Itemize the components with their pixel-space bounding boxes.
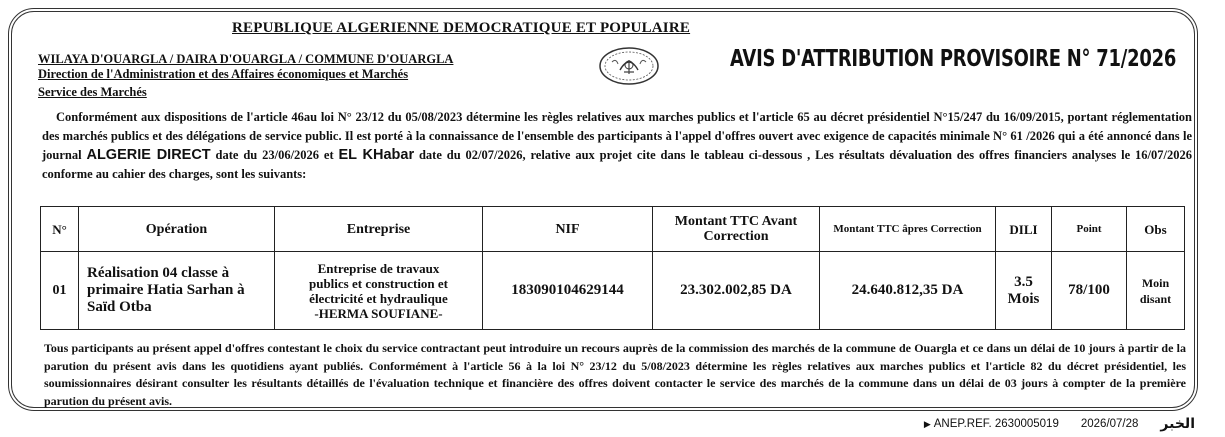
header-operation: Opération	[79, 207, 275, 252]
entreprise-line: publics et construction et	[308, 275, 449, 291]
dili-value: 3.5	[1014, 273, 1033, 290]
header-dili: DILI	[996, 207, 1052, 252]
journal-name-2: EL KHabar	[338, 147, 415, 163]
obs-line: disant	[1139, 291, 1172, 306]
header-nif: NIF	[483, 207, 653, 252]
intro-paragraph	[42, 108, 1192, 184]
footer	[924, 416, 1195, 432]
obs-line: Moin	[1141, 275, 1170, 290]
wilaya-line: WILAYA D'OUARGLA / DAIRA D'OUARGLA / COMMUNE D'OUARGLA	[38, 52, 454, 66]
arrow-right-icon: ▶	[923, 419, 931, 429]
direction-line: Direction de l'Administration et des Affaires économiques et Marchés	[38, 67, 409, 81]
header-obs: Obs	[1127, 207, 1185, 252]
intro-text-3: date du 02/07/2026, relative aux projet cite dans le tableau ci-dessous , Les résultats dévaluation des offres financiers analyses le 16/07/2026 conforme au cahier des charges, sont les suivants:	[42, 148, 1192, 181]
republic-heading: REPUBLIQUE ALGERIENNE DEMOCRATIQUE ET POPULAIRE	[232, 20, 691, 36]
anep-ref-text: ANEP.REF. 2630005019	[933, 418, 1059, 430]
header-montant-avant: Montant TTC Avant Correction	[653, 207, 820, 252]
dili-unit: Mois	[1007, 290, 1040, 307]
algeria-emblem-seal-icon	[598, 46, 660, 86]
cell-operation: Réalisation 04 classe à primaire Hatia Sarhan à Saïd Otba	[79, 252, 275, 330]
results-table	[40, 206, 1185, 330]
cell-montant-avant: 23.302.002,85 DA	[653, 252, 820, 330]
entreprise-line: Entreprise de travaux	[317, 260, 440, 276]
issuer-block	[38, 52, 453, 100]
publication-date: 2026/07/28	[1080, 418, 1139, 430]
newspaper-logo: الخبر	[1160, 416, 1195, 432]
intro-text-2: date du 23/06/2026 et	[210, 148, 339, 162]
cell-obs	[1127, 252, 1185, 330]
entreprise-line: électricité et hydraulique	[309, 290, 448, 306]
cell-dili	[996, 252, 1052, 330]
header-point: Point	[1052, 207, 1127, 252]
table-header-row	[41, 207, 1185, 252]
cell-nif: 183090104629144	[483, 252, 653, 330]
cell-no: 01	[41, 252, 79, 330]
cell-point: 78/100	[1052, 252, 1127, 330]
avis-title: AVIS D'ATTRIBUTION PROVISOIRE N° 71/2026	[730, 46, 1177, 72]
entreprise-line: -HERMA SOUFIANE-	[314, 305, 443, 321]
service-line: Service des Marchés	[38, 85, 147, 99]
header-entreprise: Entreprise	[275, 207, 483, 252]
outro-paragraph: Tous participants au présent appel d'offres contestant le choix du service contractant peut introduire un recours auprès de la commission des marchés de la commune de Ouargla et ce dans un délai de 10 jours à partir de la parution du présent avis dans les quotidiens ayant publiés. Conformément à l'article 56 à la loi N° 23/12 du 5/08/2023 détermine les règles relatives aux marches publics et l'article 82 du décret présidentiel, les soumissionnaires désirant consulter les résultants détaillés de l'évaluation technique et financière des offres doivent contacter le service des marchés de la commune dans un délai de 03 jours à compter de la première parution du présent avis.	[44, 341, 1186, 408]
cell-montant-apres: 24.640.812,35 DA	[820, 252, 996, 330]
anep-ref	[924, 418, 1059, 430]
journal-name-1: ALGERIE DIRECT	[86, 147, 211, 163]
intro-text-1: Conformément aux dispositions de l'article 46au loi N° 23/12 du 05/08/2023 détermine les règles relatives aux marches publics et l'article 65 au décret présidentiel N°15/247 du 16/09/2015, portant réglementation des marchés publics et des délégations de service public. Il est porté à la connaissance de l'ensemble des participants à l'appel d'offres ouvert avec exigence de capacités minimale N° 61 /2026 qui a été annoncé dans le journal	[42, 110, 1192, 162]
cell-entreprise	[275, 252, 483, 330]
header-no: N°	[41, 207, 79, 252]
table-row	[41, 252, 1185, 330]
header-montant-apres: Montant TTC âpres Correction	[820, 207, 996, 252]
